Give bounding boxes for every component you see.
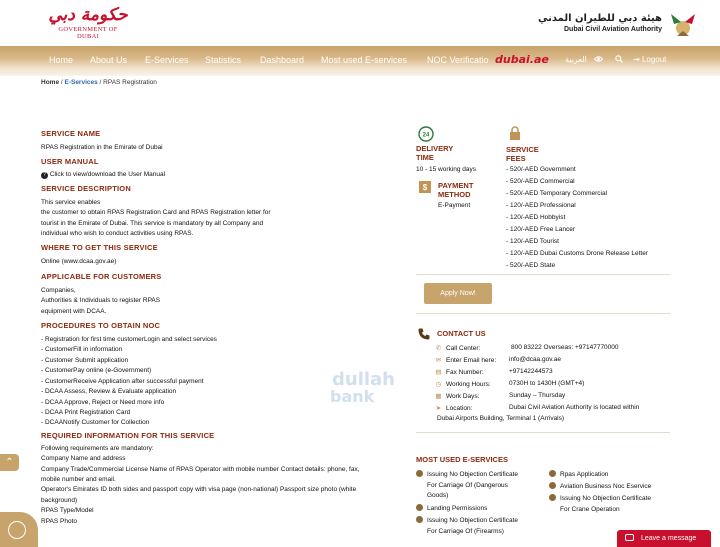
- logout-icon: ⇥: [633, 55, 640, 64]
- eservice-noc-firearms[interactable]: Issuing No Objection Certificate For Carriage Of (Firearms): [416, 516, 518, 537]
- work-days-value: Sunday – Thursday: [509, 392, 566, 399]
- leave-message-button[interactable]: [617, 530, 711, 547]
- required-line: Company Trade/Commercial License Name of RPAS Operator with mobile number Contact details: phone, fax,: [41, 465, 360, 473]
- fees-label-1: SERVICE: [506, 145, 539, 154]
- breadcrumb: [41, 79, 157, 86]
- fee-item: - 120/-AED Professional: [506, 202, 576, 209]
- applicable-customers: [41, 286, 371, 317]
- bullet-icon: [549, 482, 556, 489]
- leave-message-label: Leave a message: [641, 535, 697, 542]
- eservice-landing-permissions[interactable]: Landing Permissions: [416, 504, 487, 515]
- fee-item: - 120/-AED Dubai Customs Drone Release Letter: [506, 250, 648, 257]
- procedure-step: - DCAA Print Registration Card: [41, 408, 131, 416]
- work-days-label: ▦ Work Days:: [435, 393, 480, 400]
- location-arrow-icon: ➤: [435, 405, 442, 412]
- applicable-line: Authorities & Individuals to register RPAS: [41, 297, 161, 305]
- eservice-noc-dangerous-goods[interactable]: Issuing No Objection Certificate For Carriage Of (Dangerous Goods): [416, 470, 518, 502]
- dcaa-name-arabic: هيئة دبي للطيران المدني: [538, 13, 662, 24]
- nav-most-used-e-services[interactable]: Most used E-services: [321, 55, 408, 65]
- accessibility-icon[interactable]: [594, 55, 603, 65]
- fee-item: - 520/-AED State: [506, 262, 556, 269]
- procedure-step: - DCAA Assess, Review & Evaluate application: [41, 388, 177, 396]
- breadcrumb-current: RPAS Registration: [103, 79, 157, 86]
- location-value-line-2: Dubai Airports Building, Terminal 1 (Arrivals): [437, 415, 565, 422]
- dcaa-name-english: Dubai Civil Aviation Authority: [563, 26, 662, 33]
- procedure-step: - DCAANotify Customer for Collection: [41, 419, 150, 427]
- payment-icon: [418, 180, 432, 194]
- fee-item: - 120/-AED Tourist: [506, 238, 559, 245]
- clock-icon: ◷: [435, 381, 442, 388]
- search-icon[interactable]: [615, 55, 623, 65]
- procedure-step: - CustomerPay online (e-Government): [41, 367, 152, 375]
- divider: [416, 313, 670, 314]
- email-value[interactable]: info@dcaa.gov.ae: [509, 356, 562, 363]
- bullet-icon: [416, 504, 423, 511]
- payment-method-value: E-Payment: [438, 202, 471, 209]
- most-used-heading: MOST USED E-SERVICES: [416, 455, 508, 464]
- required-line: RPAS Photo: [41, 517, 78, 525]
- payment-method-block: [438, 181, 473, 212]
- fees-list: [506, 164, 648, 272]
- working-hours-label: ◷ Working Hours:: [435, 381, 491, 388]
- required-info-heading: REQUIRED INFORMATION FOR THIS SERVICE: [41, 430, 215, 440]
- breadcrumb-separator: /: [59, 79, 65, 86]
- user-manual-heading: USER MANUAL: [41, 157, 99, 167]
- eservice-aviation-business-noc[interactable]: Aviation Business Noc Eservice: [549, 482, 651, 493]
- email-label: ✉ Enter Email here:: [435, 357, 497, 364]
- service-description: [41, 198, 371, 240]
- required-line: RPAS Type/Model: [41, 507, 94, 515]
- where-to-get-heading: WHERE TO GET THIS SERVICE: [41, 243, 158, 253]
- fee-item: - 120/-AED Free Lancer: [506, 226, 576, 233]
- description-line: individual who wish to conduct activities using RPAS.: [41, 230, 194, 238]
- bullet-icon: [416, 470, 423, 477]
- user-manual-link[interactable]: [41, 170, 371, 180]
- description-line: the customer to obtain RPAS Registration Card and RPAS Registration letter for: [41, 209, 271, 217]
- fees-label-2: FEES: [506, 154, 526, 163]
- fee-item: - 520/-AED Government: [506, 166, 576, 173]
- delivery-time-block: [416, 144, 476, 176]
- nav-noc-verification[interactable]: NOC Verificatio: [427, 55, 489, 65]
- watermark-text-2: bank: [330, 387, 375, 406]
- calendar-icon: ▦: [435, 393, 442, 400]
- fax-icon: ▤: [435, 369, 442, 376]
- payment-label-1: PAYMENT: [438, 181, 474, 190]
- delivery-24h-icon: [418, 126, 434, 142]
- nav-about-us[interactable]: About Us: [90, 55, 128, 65]
- logout-label: Logout: [641, 55, 667, 64]
- government-of-dubai-logo[interactable]: [48, 5, 128, 40]
- dcaa-logo-text[interactable]: [538, 13, 662, 33]
- required-info-list: [41, 444, 371, 527]
- fax-label: ▤ Fax Number:: [435, 369, 484, 376]
- nav-home[interactable]: Home: [49, 55, 74, 65]
- applicable-customers-heading: APPLICABLE FOR CUSTOMERS: [41, 271, 162, 281]
- required-line: Operator's Emirates ID both sides and passport copy with visa page (non-national) Passport size photo (white: [41, 486, 357, 494]
- description-line: tourist in the Emirate of Dubai. This service is mandatory by all Company and: [41, 219, 264, 227]
- fee-item: - 120/-AED Hobbyist: [506, 214, 566, 221]
- divider: [416, 274, 670, 275]
- service-details: [41, 129, 371, 527]
- procedure-step: - CustomerReceive Application after successful payment: [41, 377, 204, 385]
- svg-text:24: 24: [422, 132, 430, 139]
- user-manual-link-text: Click to view/download the User Manual: [49, 171, 166, 179]
- service-name: RPAS Registration in the Emirate of Dubai: [41, 144, 163, 151]
- working-hours-value: 0730H to 1430H (GMT+4): [509, 380, 585, 387]
- service-name-heading: SERVICE NAME: [41, 129, 101, 138]
- watermark-text-1: dullah: [332, 369, 395, 390]
- feedback-smiley-icon[interactable]: [0, 512, 38, 547]
- applicable-line: Companies,: [41, 286, 76, 294]
- delivery-label-2: TIME: [416, 153, 434, 162]
- procedure-step: - Customer Submit application: [41, 356, 129, 364]
- gov-logo-english: GOVERNMENT OF DUBAI: [58, 26, 118, 40]
- contact-us-heading: CONTACT US: [437, 329, 486, 338]
- required-line: Company Name and address: [41, 455, 126, 463]
- main-navigation: [0, 46, 720, 76]
- nav-statistics[interactable]: Statistics: [205, 55, 242, 65]
- where-to-get-value: Online (www.dcaa.gov.ae): [41, 258, 117, 266]
- breadcrumb-e-services[interactable]: E-Services: [64, 79, 98, 86]
- eservice-noc-crane-operation[interactable]: Issuing No Objection Certificate For Crane Operation: [549, 494, 651, 515]
- email-icon: ✉: [435, 357, 442, 364]
- arabic-language-link[interactable]: العربية: [565, 55, 587, 64]
- scroll-toggle-chevron-icon[interactable]: ⌃: [0, 454, 19, 471]
- dubai-ae-logo[interactable]: dubai.ae: [495, 53, 549, 66]
- phone-small-icon: ✆: [435, 345, 442, 352]
- required-line: Following requirements are mandatory:: [41, 444, 154, 452]
- procedure-step: - Registration for first time customerLogin and select services: [41, 336, 217, 344]
- apply-now-button[interactable]: Apply Now!: [424, 283, 492, 304]
- svg-text:$: $: [422, 183, 428, 192]
- bullet-icon: [549, 470, 556, 477]
- breadcrumb-separator: /: [97, 79, 104, 86]
- delivery-label-1: DELIVERY: [416, 144, 454, 153]
- top-header: [0, 0, 720, 46]
- dcaa-emblem-icon: [668, 10, 698, 38]
- fee-item: - 520/-AED Commercial: [506, 178, 575, 185]
- location-label: ➤ Location:: [435, 405, 473, 412]
- delivery-time-value: 10 - 15 working days: [416, 166, 476, 173]
- required-line: background): [41, 496, 78, 504]
- procedure-step: - DCAA Approve, Reject or Need more info: [41, 398, 165, 406]
- fee-item: - 520/-AED Temporary Commercial: [506, 190, 608, 197]
- nav-e-services[interactable]: E-Services: [145, 55, 189, 65]
- description-line: This service enables: [41, 198, 101, 206]
- logout-button[interactable]: [633, 55, 666, 64]
- procedures-heading: PROCEDURES TO OBTAIN NOC: [41, 321, 161, 331]
- applicable-line: equipment with DCAA.: [41, 307, 107, 315]
- required-line: mobile number and email.: [41, 475, 116, 483]
- fax-value: +97142244573: [509, 368, 553, 375]
- watermark-logo: [318, 369, 408, 411]
- call-center-value[interactable]: 800 83222 Overseas: +97147770000: [511, 344, 619, 351]
- breadcrumb-home[interactable]: Home: [41, 79, 60, 86]
- bullet-icon: [549, 494, 556, 501]
- phone-icon: [417, 327, 431, 341]
- divider: [416, 432, 670, 433]
- call-center-label: ✆ Call Center:: [435, 345, 481, 352]
- service-fees-icon: [508, 126, 522, 141]
- gov-logo-arabic: حكومة دبي: [48, 5, 128, 25]
- nav-dashboard[interactable]: Dashboard: [260, 55, 305, 65]
- location-value: Dubai Civil Aviation Authority is located within: [509, 404, 640, 411]
- question-circle-icon: ?: [41, 172, 48, 179]
- payment-label-2: METHOD: [438, 190, 471, 199]
- bullet-icon: [416, 516, 423, 523]
- service-description-heading: SERVICE DESCRIPTION: [41, 183, 131, 193]
- eservice-rpas-application[interactable]: Rpas Application: [549, 470, 608, 481]
- procedure-step: - CustomerFill in information: [41, 346, 123, 354]
- message-icon: [625, 534, 634, 541]
- service-fees-block: [506, 145, 648, 272]
